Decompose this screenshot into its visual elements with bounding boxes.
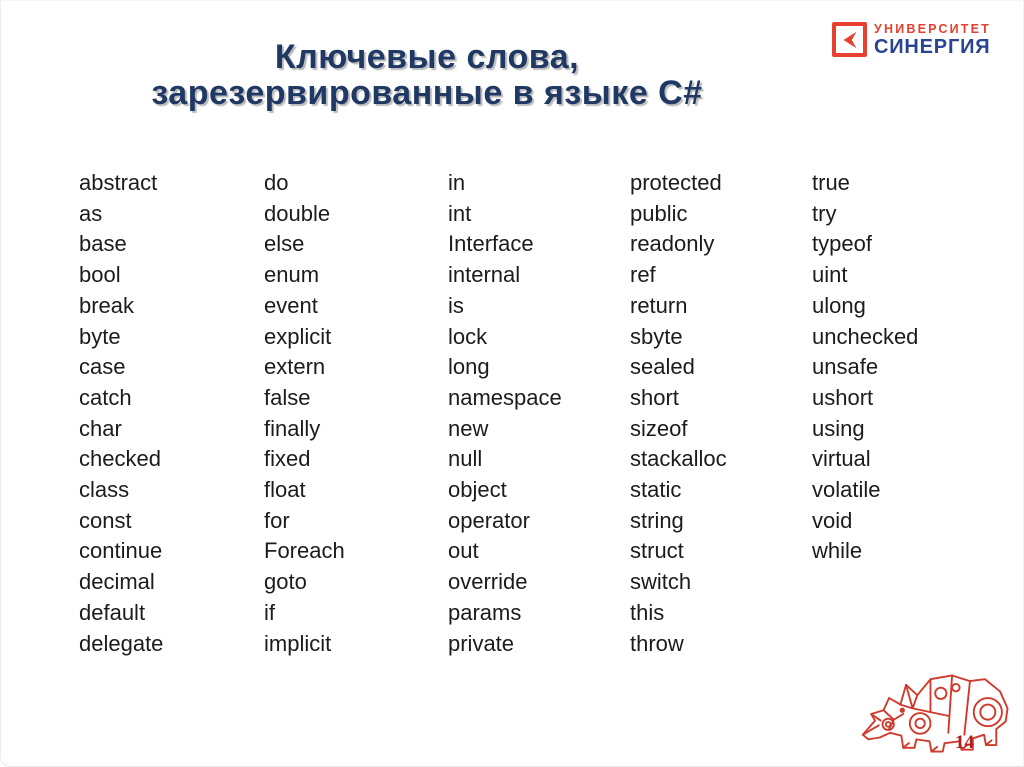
- keyword: volatile: [812, 477, 881, 503]
- keyword: Interface: [448, 231, 534, 257]
- keyword: abstract: [79, 170, 158, 195]
- keyword: const: [79, 507, 132, 533]
- keyword: sizeof: [630, 415, 688, 441]
- keyword: sealed: [630, 354, 695, 380]
- keyword: continue: [79, 538, 163, 564]
- keyword: as: [79, 200, 103, 226]
- university-synergy-logo: [832, 22, 991, 57]
- keyword: byte: [79, 323, 121, 349]
- logo-synergy-label: СИНЕРГИЯ: [874, 36, 991, 58]
- keyword: else: [264, 231, 305, 257]
- keyword: out: [448, 538, 479, 564]
- keyword: class: [79, 477, 130, 503]
- keyword: sbyte: [630, 323, 683, 349]
- keyword: implicit: [264, 630, 332, 656]
- keyword: typeof: [812, 231, 872, 257]
- slide-title-line1: Ключевые слова,: [274, 38, 580, 76]
- left-arrow-icon: [839, 29, 861, 51]
- rhino-mascot-icon: [857, 667, 1019, 761]
- keyword: try: [812, 200, 837, 226]
- keywords-column-3: [448, 168, 562, 659]
- keyword: false: [264, 384, 311, 410]
- keyword: stackalloc: [630, 446, 727, 472]
- keyword: checked: [79, 446, 161, 472]
- keyword: switch: [630, 569, 692, 595]
- keyword: lock: [448, 323, 488, 349]
- keyword: double: [264, 200, 331, 226]
- keyword: for: [264, 507, 290, 533]
- keyword: in: [448, 170, 466, 195]
- keyword: void: [812, 507, 853, 533]
- keyword: decimal: [79, 569, 155, 595]
- keywords-column-1: [79, 168, 163, 659]
- keyword: override: [448, 569, 528, 595]
- keyword: delegate: [79, 630, 164, 656]
- keyword: while: [812, 538, 863, 564]
- keyword: Foreach: [264, 538, 345, 564]
- keyword: base: [79, 231, 127, 257]
- synergy-logo-icon: [832, 22, 867, 57]
- keyword: this: [630, 599, 665, 625]
- keyword: namespace: [448, 384, 562, 410]
- keyword: throw: [630, 630, 684, 656]
- keyword: string: [630, 507, 684, 533]
- keyword: unchecked: [812, 323, 919, 349]
- keyword: float: [264, 477, 306, 503]
- keyword: break: [79, 292, 135, 318]
- keyword: params: [448, 599, 522, 625]
- keyword: event: [264, 292, 318, 318]
- keyword: is: [448, 292, 464, 318]
- keyword: catch: [79, 384, 132, 410]
- keyword: char: [79, 415, 122, 441]
- keywords-column-4: [630, 168, 727, 659]
- keyword: ushort: [812, 384, 874, 410]
- slide-title-line2: зарезервированные в языке C#: [151, 74, 703, 112]
- keyword: object: [448, 477, 507, 503]
- keyword: protected: [630, 170, 722, 195]
- keyword: return: [630, 292, 688, 318]
- logo-university-label: УНИВЕРСИТЕТ: [874, 22, 991, 36]
- keyword: finally: [264, 415, 321, 441]
- keyword: struct: [630, 538, 684, 564]
- keyword: short: [630, 384, 679, 410]
- keyword: private: [448, 630, 515, 656]
- keyword: unsafe: [812, 354, 879, 380]
- keyword: int: [448, 200, 472, 226]
- keyword: operator: [448, 507, 530, 533]
- logo-text: [874, 22, 991, 57]
- keyword: null: [448, 446, 483, 472]
- slide-title: [1, 39, 853, 111]
- keyword: using: [812, 415, 865, 441]
- keyword: extern: [264, 354, 326, 380]
- keyword: true: [812, 170, 850, 195]
- keyword: bool: [79, 262, 121, 288]
- keyword: if: [264, 599, 275, 625]
- keyword: public: [630, 200, 688, 226]
- keyword: virtual: [812, 446, 871, 472]
- keyword: ulong: [812, 292, 866, 318]
- keyword: goto: [264, 569, 307, 595]
- keyword: readonly: [630, 231, 715, 257]
- keyword: ref: [630, 262, 656, 288]
- page-number: 14: [955, 732, 974, 753]
- keyword: enum: [264, 262, 320, 288]
- keyword: long: [448, 354, 490, 380]
- keyword: uint: [812, 262, 848, 288]
- keyword: default: [79, 599, 146, 625]
- keyword: fixed: [264, 446, 311, 472]
- keyword: case: [79, 354, 126, 380]
- keyword: static: [630, 477, 682, 503]
- keywords-column-2: [264, 168, 345, 659]
- keyword: new: [448, 415, 489, 441]
- keyword: do: [264, 170, 289, 195]
- keywords-column-5: [812, 168, 918, 567]
- keyword: explicit: [264, 323, 332, 349]
- keyword: internal: [448, 262, 521, 288]
